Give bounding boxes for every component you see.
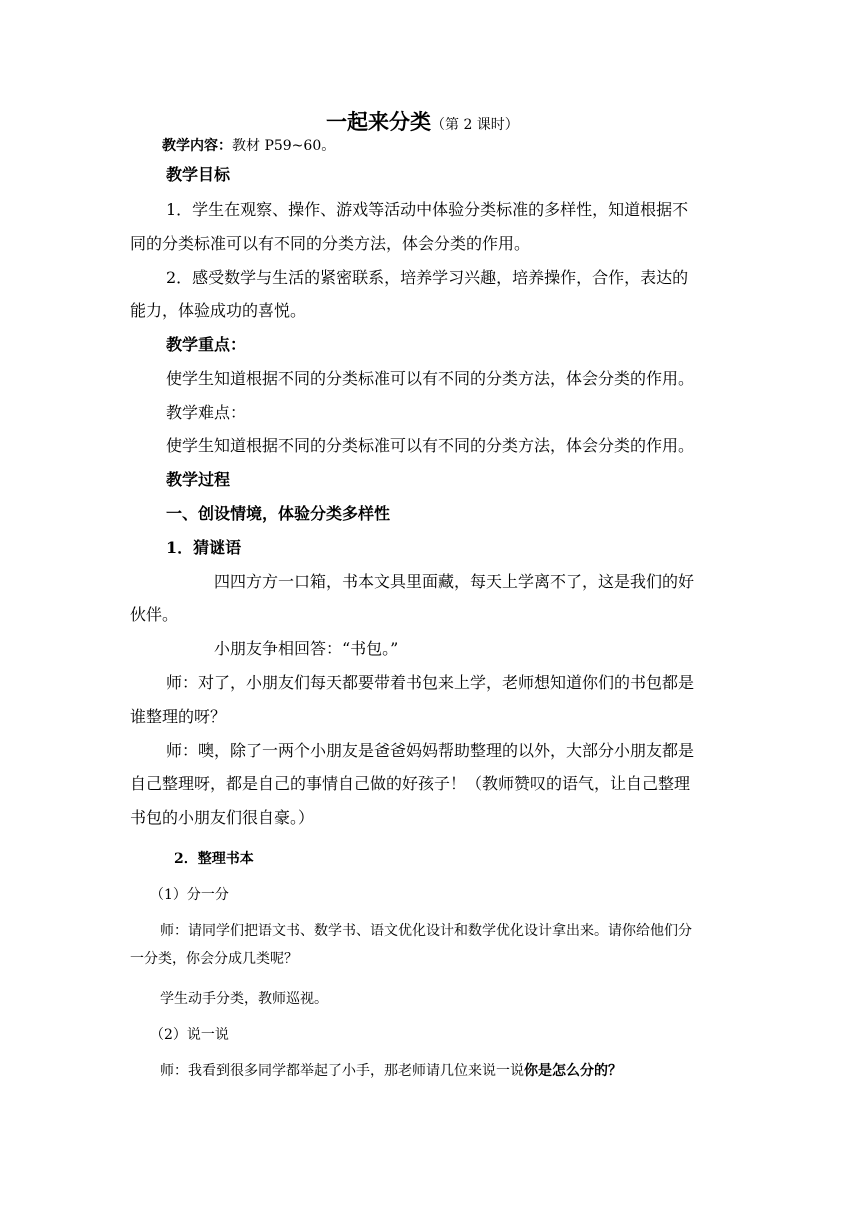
step1-heading: 1．猜谜语 (166, 538, 242, 557)
answer-line: 小朋友争相回答：“书包。” (214, 639, 399, 658)
section1-heading: 一、创设情境，体验分类多样性 (166, 504, 391, 523)
goal1-line1: 1．学生在观察、操作、游戏等活动中体验分类标准的多样性，知道根据不 (166, 200, 689, 219)
goal2-line1: 2．感受数学与生活的紧密联系，培养学习兴趣，培养操作，合作，表达的 (166, 268, 689, 287)
content-text: 教材 P59~60。 (232, 138, 336, 154)
goals-heading: 教学目标 (166, 165, 231, 184)
key-heading: 教学重点： (166, 335, 247, 354)
title-suffix: （第 2 课时） (431, 117, 519, 133)
difficult-heading: 教学难点： (166, 403, 247, 422)
goal1-line2: 同的分类标准可以有不同的分类方法，体会分类的作用。 (130, 234, 531, 253)
teacher4-bold: 你是怎么分的？ (524, 1063, 622, 1079)
difficult-text: 使学生知道根据不同的分类标准可以有不同的分类方法，体会分类的作用。 (166, 436, 695, 455)
goal2-line2: 能力，体验成功的喜悦。 (130, 301, 307, 320)
page-title (326, 106, 519, 136)
teacher4-line (160, 1060, 622, 1080)
teacher2-line1: 师：噢，除了一两个小朋友是爸爸妈妈帮助整理的以外，大部分小朋友都是 (166, 741, 695, 760)
teacher2-line3: 书包的小朋友们很自豪。） (130, 808, 315, 827)
teacher3-line2: 一分类，你会分成几类呢？ (130, 951, 298, 967)
process-heading: 教学过程 (166, 470, 231, 489)
teacher4-text: 师：我看到很多同学都举起了小手，那老师请几位来说一说 (160, 1063, 524, 1079)
content-line (162, 135, 335, 155)
riddle-line2: 伙伴。 (130, 605, 179, 624)
teacher1-line1: 师：对了，小朋友们每天都要带着书包来上学，老师想知道你们的书包都是 (166, 673, 695, 692)
riddle-line1: 四四方方一口箱，书本文具里面藏，每天上学离不了，这是我们的好 (214, 572, 695, 591)
teacher2-line2: 自己整理呀，都是自己的事情自己做的好孩子！（教师赞叹的语气，让自己整理 (130, 774, 691, 793)
content-label: 教学内容： (162, 138, 232, 154)
teacher3-line1: 师：请同学们把语文书、数学书、语文优化设计和数学优化设计拿出来。请你给他们分 (160, 923, 692, 939)
sub1-heading: （1）分一分 (150, 887, 229, 903)
key-text: 使学生知道根据不同的分类标准可以有不同的分类方法，体会分类的作用。 (166, 369, 695, 388)
step2-heading: 2．整理书本 (174, 851, 254, 867)
teacher1-line2: 谁整理的呀？ (130, 707, 227, 726)
title-main: 一起来分类 (326, 109, 431, 134)
student-line: 学生动手分类，教师巡视。 (160, 991, 328, 1007)
sub2-heading: （2）说一说 (150, 1027, 229, 1043)
